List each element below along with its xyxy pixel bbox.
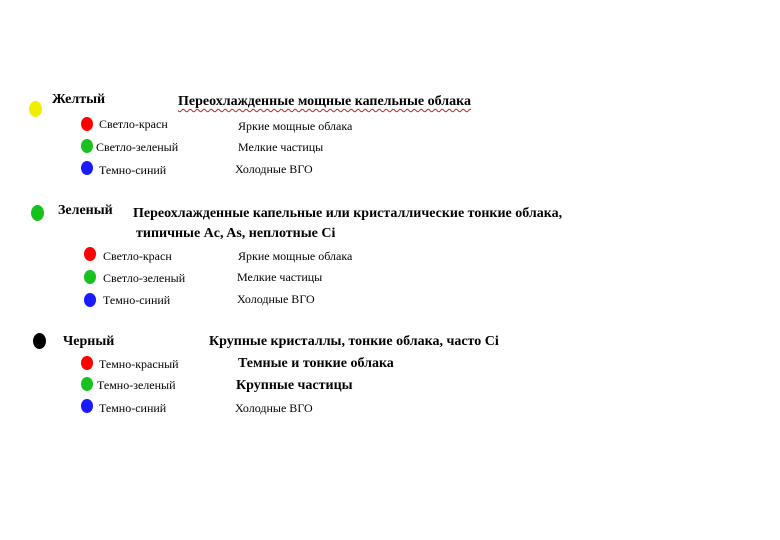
row-label: Темно-синий	[103, 293, 171, 307]
group-color-name: Зеленый	[58, 203, 113, 218]
row-label: Темно-синий	[99, 401, 167, 415]
row-label: Светло-красн	[103, 249, 172, 263]
row-label: Темно-красный	[99, 357, 179, 371]
row-desc: Холодные ВГО	[237, 292, 315, 306]
row-label: Темно-синий	[99, 163, 167, 177]
red-dot	[84, 247, 96, 261]
red-dot	[81, 117, 93, 131]
row-label: Светло-зеленый	[96, 140, 179, 154]
row-desc: Темные и тонкие облака	[238, 356, 394, 371]
group-title: Крупные кристаллы, тонкие облака, часто Ci	[209, 334, 499, 349]
row-desc: Крупные частицы	[236, 378, 353, 393]
green-dot	[31, 205, 44, 221]
green-dot	[81, 377, 93, 391]
group-title: Переохлажденные мощные капельные облака	[178, 94, 471, 109]
row-desc: Мелкие частицы	[238, 140, 324, 154]
row-label: Светло-зеленый	[103, 271, 186, 285]
row-label: Светло-красн	[99, 117, 168, 131]
blue-dot	[84, 293, 96, 307]
blue-dot	[81, 161, 93, 175]
row-desc: Яркие мощные облака	[238, 249, 353, 263]
row-label: Темно-зеленый	[97, 378, 176, 392]
row-desc: Холодные ВГО	[235, 162, 313, 176]
row-desc: Мелкие частицы	[237, 270, 323, 284]
green-dot	[81, 139, 93, 153]
group-color-name: Желтый	[52, 92, 106, 107]
yellow-dot	[29, 101, 42, 117]
row-desc: Яркие мощные облака	[238, 119, 353, 133]
group-title-line2: типичные Ac, As, неплотные Ci	[136, 226, 336, 241]
blue-dot	[81, 399, 93, 413]
red-dot	[81, 356, 93, 370]
green-dot	[84, 270, 96, 284]
black-dot	[33, 333, 46, 349]
row-desc: Холодные ВГО	[235, 401, 313, 415]
group-color-name: Черный	[63, 334, 115, 349]
group-title-line1: Переохлажденные капельные или кристаллические тонкие облака,	[133, 206, 563, 221]
